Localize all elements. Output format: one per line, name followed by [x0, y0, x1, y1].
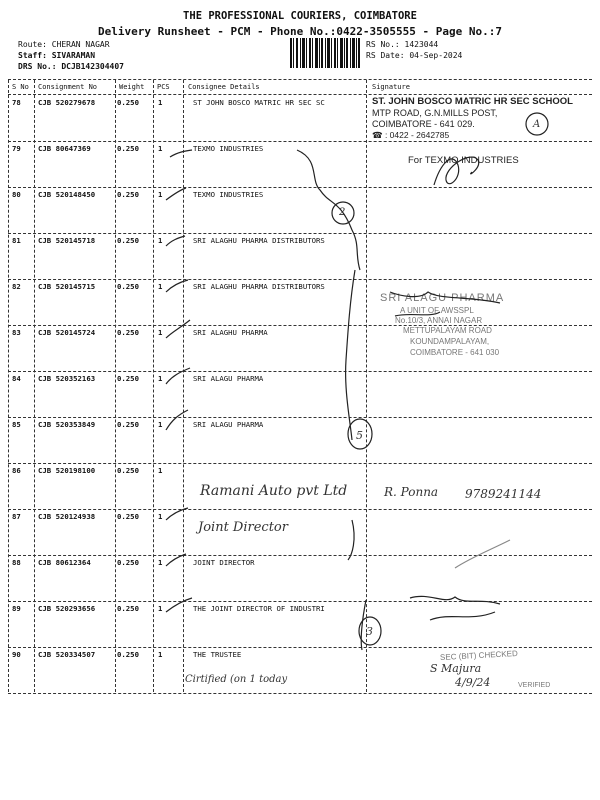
row-weight: 0.250	[117, 328, 139, 337]
table-row	[0, 374, 600, 420]
row-pcs: 1	[158, 558, 163, 567]
row-sno: 90	[12, 650, 21, 659]
table-row	[0, 558, 600, 604]
row-divider	[8, 555, 592, 556]
row-weight: 0.250	[117, 282, 139, 291]
row-divider	[8, 279, 592, 280]
rs-date-label: RS Date: 04-Sep-2024	[366, 51, 463, 60]
school-stamp-line2: MTP ROAD, G.N.MILLS POST,	[372, 108, 498, 118]
row-consignment-no: CJB 520279678	[38, 98, 96, 107]
table-top-rule	[8, 79, 592, 80]
row-weight: 0.250	[117, 420, 139, 429]
row-divider	[8, 509, 592, 510]
table-row	[0, 512, 600, 558]
row-pcs: 1	[158, 466, 163, 475]
row-weight: 0.250	[117, 650, 139, 659]
row-consignee: THE TRUSTEE	[193, 650, 242, 659]
school-stamp-line4: ☎ : 0422 - 2642785	[372, 130, 450, 140]
row-sno: 80	[12, 190, 21, 199]
col-header-weight: Weight	[119, 83, 145, 91]
header-rule	[8, 94, 592, 95]
row-consignment-no: CJB 520353849	[38, 420, 96, 429]
row-divider	[8, 463, 592, 464]
row-consignment-no: CJB 520145718	[38, 236, 96, 245]
row-consignee: SRI ALAGHU PHARMA	[193, 328, 268, 337]
row-pcs: 1	[158, 512, 163, 521]
table-row	[0, 236, 600, 282]
row-divider	[8, 693, 592, 694]
row-weight: 0.250	[117, 98, 139, 107]
pharma-stamp-line5: KOUNDAMPALAYAM,	[410, 337, 490, 346]
runsheet-subtitle: Delivery Runsheet - PCM - Phone No.:0422-3505555 - Page No.:7	[98, 25, 502, 38]
table-row	[0, 604, 600, 650]
col-header-consignment: Consignment No	[38, 83, 98, 91]
seal-verified: VERIFIED	[518, 682, 551, 689]
handwritten-joint-director: Joint Director	[198, 520, 288, 535]
handwritten-circle-a: A	[533, 119, 541, 130]
row-pcs: 1	[158, 282, 163, 291]
drs-label: DRS No.: DCJB142304407	[18, 62, 124, 71]
row-pcs: 1	[158, 650, 163, 659]
handwritten-date: 4/9/24	[455, 676, 491, 689]
handwritten-company: Ramani Auto pvt Ltd	[200, 483, 348, 499]
row-divider	[8, 371, 592, 372]
table-row	[0, 190, 600, 236]
row-sno: 81	[12, 236, 21, 245]
row-consignment-no: CJB 80612364	[38, 558, 91, 567]
table-row	[0, 282, 600, 328]
row-divider	[8, 233, 592, 234]
company-title: THE PROFESSIONAL COURIERS, COIMBATORE	[183, 10, 417, 22]
row-divider	[8, 187, 592, 188]
row-pcs: 1	[158, 328, 163, 337]
row-consignee: SRI ALAGU PHARMA	[193, 374, 264, 383]
handwritten-phone: 9789241144	[465, 487, 542, 501]
row-weight: 0.250	[117, 236, 139, 245]
row-sno: 79	[12, 144, 21, 153]
row-consignment-no: CJB 520352163	[38, 374, 96, 383]
row-sno: 78	[12, 98, 21, 107]
row-weight: 0.250	[117, 466, 139, 475]
row-sno: 83	[12, 328, 21, 337]
row-consignee: JOINT DIRECTOR	[193, 558, 255, 567]
row-sno: 86	[12, 466, 21, 475]
row-divider	[8, 647, 592, 648]
row-pcs: 1	[158, 604, 163, 613]
row-consignment-no: CJB 520198100	[38, 466, 96, 475]
pharma-stamp-line4: METTUPALAYAM ROAD	[403, 326, 492, 335]
handwritten-circle-2: 2	[339, 207, 346, 218]
rs-no-label: RS No.: 1423044	[366, 40, 439, 49]
handwritten-circle-3: 3	[366, 625, 373, 638]
pharma-stamp-line6: COIMBATORE - 641 030	[410, 348, 500, 357]
col-header-sno: S No	[12, 83, 29, 91]
handwritten-note: Cirtified (on 1 today	[185, 674, 288, 685]
col-header-signature: Signature	[372, 83, 410, 91]
row-weight: 0.250	[117, 604, 139, 613]
pharma-stamp-line2: A UNIT OF AWSSPL	[400, 306, 474, 315]
row-pcs: 1	[158, 144, 163, 153]
row-divider	[8, 601, 592, 602]
col-header-pcs: PCS	[157, 83, 170, 91]
pharma-stamp-line3: No.10/3, ANNAI NAGAR	[395, 316, 483, 325]
seal-checked: SEC (BIT) CHECKED	[439, 648, 518, 663]
row-consignment-no: CJB 520145724	[38, 328, 96, 337]
texmo-stamp: For TEXMO INDUSTRIES	[408, 155, 519, 166]
pharma-stamp-line1: SRI ALAGU PHARMA	[380, 292, 505, 304]
row-divider	[8, 417, 592, 418]
row-sno: 89	[12, 604, 21, 613]
row-sno: 88	[12, 558, 21, 567]
staff-label: Staff: SIVARAMAN	[18, 51, 96, 60]
handwritten-circle-5: 5	[356, 429, 363, 442]
row-divider	[8, 325, 592, 326]
row-divider	[8, 141, 592, 142]
row-consignment-no: CJB 520334507	[38, 650, 96, 659]
row-weight: 0.250	[117, 558, 139, 567]
row-consignee: SRI ALAGHU PHARMA DISTRIBUTORS	[193, 282, 325, 291]
row-consignment-no: CJB 520148450	[38, 190, 96, 199]
row-consignee: SRI ALAGU PHARMA	[193, 420, 264, 429]
handwritten-signer: R. Ponna	[384, 485, 439, 499]
row-sno: 87	[12, 512, 21, 521]
row-consignment-no: CJB 520145715	[38, 282, 96, 291]
row-weight: 0.250	[117, 374, 139, 383]
table-row	[0, 328, 600, 374]
school-stamp-line3: COIMBATORE - 641 029.	[372, 119, 475, 129]
row-pcs: 1	[158, 420, 163, 429]
col-header-consignee: Consignee Details	[188, 83, 260, 91]
row-weight: 0.250	[117, 512, 139, 521]
route-label: Route: CHERAN NAGAR	[18, 40, 110, 49]
row-consignee: TEXMO INDUSTRIES	[193, 144, 264, 153]
row-weight: 0.250	[117, 190, 139, 199]
barcode-icon	[290, 38, 360, 68]
row-consignee: SRI ALAGHU PHARMA DISTRIBUTORS	[193, 236, 325, 245]
row-weight: 0.250	[117, 144, 139, 153]
row-pcs: 1	[158, 98, 163, 107]
handwritten-magura: S Majura	[430, 662, 482, 675]
row-consignment-no: CJB 80647369	[38, 144, 91, 153]
row-consignment-no: CJB 520293656	[38, 604, 96, 613]
row-sno: 82	[12, 282, 21, 291]
row-pcs: 1	[158, 190, 163, 199]
row-pcs: 1	[158, 236, 163, 245]
row-consignee: ST JOHN BOSCO MATRIC HR SEC SC	[193, 98, 325, 107]
row-consignment-no: CJB 520124938	[38, 512, 96, 521]
row-sno: 84	[12, 374, 21, 383]
row-consignee: THE JOINT DIRECTOR OF INDUSTRI	[193, 604, 325, 613]
school-stamp-line1: ST. JOHN BOSCO MATRIC HR SEC SCHOOL	[372, 96, 573, 107]
row-sno: 85	[12, 420, 21, 429]
row-consignee: TEXMO INDUSTRIES	[193, 190, 264, 199]
table-row	[0, 420, 600, 466]
row-pcs: 1	[158, 374, 163, 383]
table-row	[0, 144, 600, 190]
